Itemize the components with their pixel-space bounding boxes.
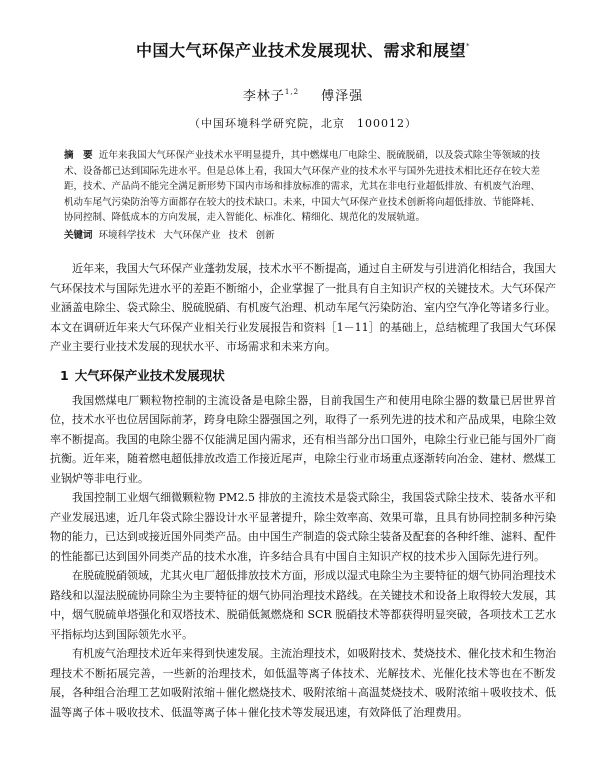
keyword: 技术 xyxy=(228,229,248,241)
intro-paragraph: 近年来，我国大气环保产业蓬勃发展，技术水平不断提高，通过自主研发与引进消化相结合，我国大气环保技术与国际先进水平的差距不断缩小，企业掌握了一批具有自主知识产权的关键技术。大气环保产业涵盖电除尘、袋式除尘、脱硫脱硝、有机废气治理、机动车尾气污染防治、室内空气净化等诸多行业。本文在调研近年来大气环保产业相关行业发展报告和资料［1－11］的基础上，总结梳理了我国大气环保产业主要行业技术发展的现状水平、市场需求和未来方向。 xyxy=(50,262,556,353)
abstract xyxy=(64,148,540,226)
keyword: 创新 xyxy=(255,229,275,241)
keyword: 大气环保产业 xyxy=(163,229,221,241)
body-paragraph: 有机废气治理技术近年来得到快速发展。主流治理技术，如吸附技术、焚烧技术、催化技术和生物治理技术不断拓展完善，一些新的治理技术，如低温等离子体技术、光解技术、光催化技术等也在不断发展，各种组合治理工艺如吸附浓缩＋催化燃烧技术、吸附浓缩＋高温焚烧技术、吸附浓缩＋吸收技术、低温等离子体＋吸收技术、低温等离子体＋催化技术等发展迅速，有效降低了治理费用。 xyxy=(50,647,556,719)
section-heading xyxy=(60,367,556,385)
keywords-label: 关键词 xyxy=(64,229,93,241)
section-number: 1 xyxy=(60,367,69,383)
author-footnote-mark: 1,2 xyxy=(284,88,300,96)
body-paragraph: 在脱硫脱硝领域，尤其火电厂超低排放技术方面，形成以湿式电除尘为主要特征的烟气协同治理技术路线和以湿法脱硫协同除尘为主要特征的烟气协同治理技术路线。在关键技术和设备上取得较大发展，其中，烟气脱硫单塔强化和双塔技术、脱硝低氮燃烧和 SCR 脱硝技术等都获得明显突破，各项技术工艺水平指标均达到国际领先水平。 xyxy=(50,569,556,641)
keyword: 环境科学技术 xyxy=(98,229,156,241)
abstract-text: 近年来我国大气环保产业技术水平明显提升，其中燃煤电厂电除尘、脱硫脱硝，以及袋式除尘等领域的技术、设备都已达到国际先进水平。但是总体上看，我国大气环保产业的技术水平与国外先进技术相比还存在较大差距，技术、产品尚不能完全满足新形势下国内市场和排放标准的需求，尤其在非电行业超低排放、有机废气治理、机动车尾气污染防治等方面都存在较大的技术缺口。未来，中国大气环保产业技术创新将向超低排放、节能降耗、协同控制、降低成本的方向发展，走入智能化、标准化、精细化、规范化的发展轨道。 xyxy=(64,150,540,223)
paper-title-text: 中国大气环保产业技术发展现状、需求和展望 xyxy=(135,41,466,60)
title-footnote-mark: * xyxy=(466,42,470,50)
section-title: 大气环保产业技术发展现状 xyxy=(74,367,225,383)
author-name: 李林子 xyxy=(242,89,285,104)
author-name: 傅泽强 xyxy=(321,89,364,104)
keywords xyxy=(64,228,540,244)
affiliation: （中国环境科学研究院，北京 100012） xyxy=(189,117,417,130)
author-line xyxy=(50,83,556,106)
abstract-label: 摘 要 xyxy=(64,150,93,161)
body-paragraph: 我国燃煤电厂颗粒物控制的主流设备是电除尘器，目前我国生产和使用电除尘器的数量已居世界首位，技术水平也位居国际前茅，跨身电除尘器强国之列，取得了一系列先进的技术和产品成果，电除尘效率不断提高。我国的电除尘器不仅能满足国内需求，还有相当部分出口国外，电除尘行业已能与国外厂商抗衡。近年来，随着燃电超低排放改造工作接近尾声，电除尘行业市场重点逐渐转向冶金、建材、燃煤工业锅炉等非电行业。 xyxy=(50,393,556,485)
paper-title xyxy=(50,0,556,63)
body-paragraph: 我国控制工业烟气细微颗粒物 PM2.5 排放的主流技术是袋式除尘，我国袋式除尘技术、装备水平和产业发展迅速，近几年袋式除尘器设计水平显著提升，除尘效率高、效果可靠，且具有协同控制多种污染物的能力，已达到或接近国外同类产品。由中国生产制造的袋式除尘装备及配套的各种纤维、滤料、配件的性能都已达到国外同类产品的技术水准，许多结合具有中国自主知识产权的技术步入国际先进行列。 xyxy=(50,491,556,563)
